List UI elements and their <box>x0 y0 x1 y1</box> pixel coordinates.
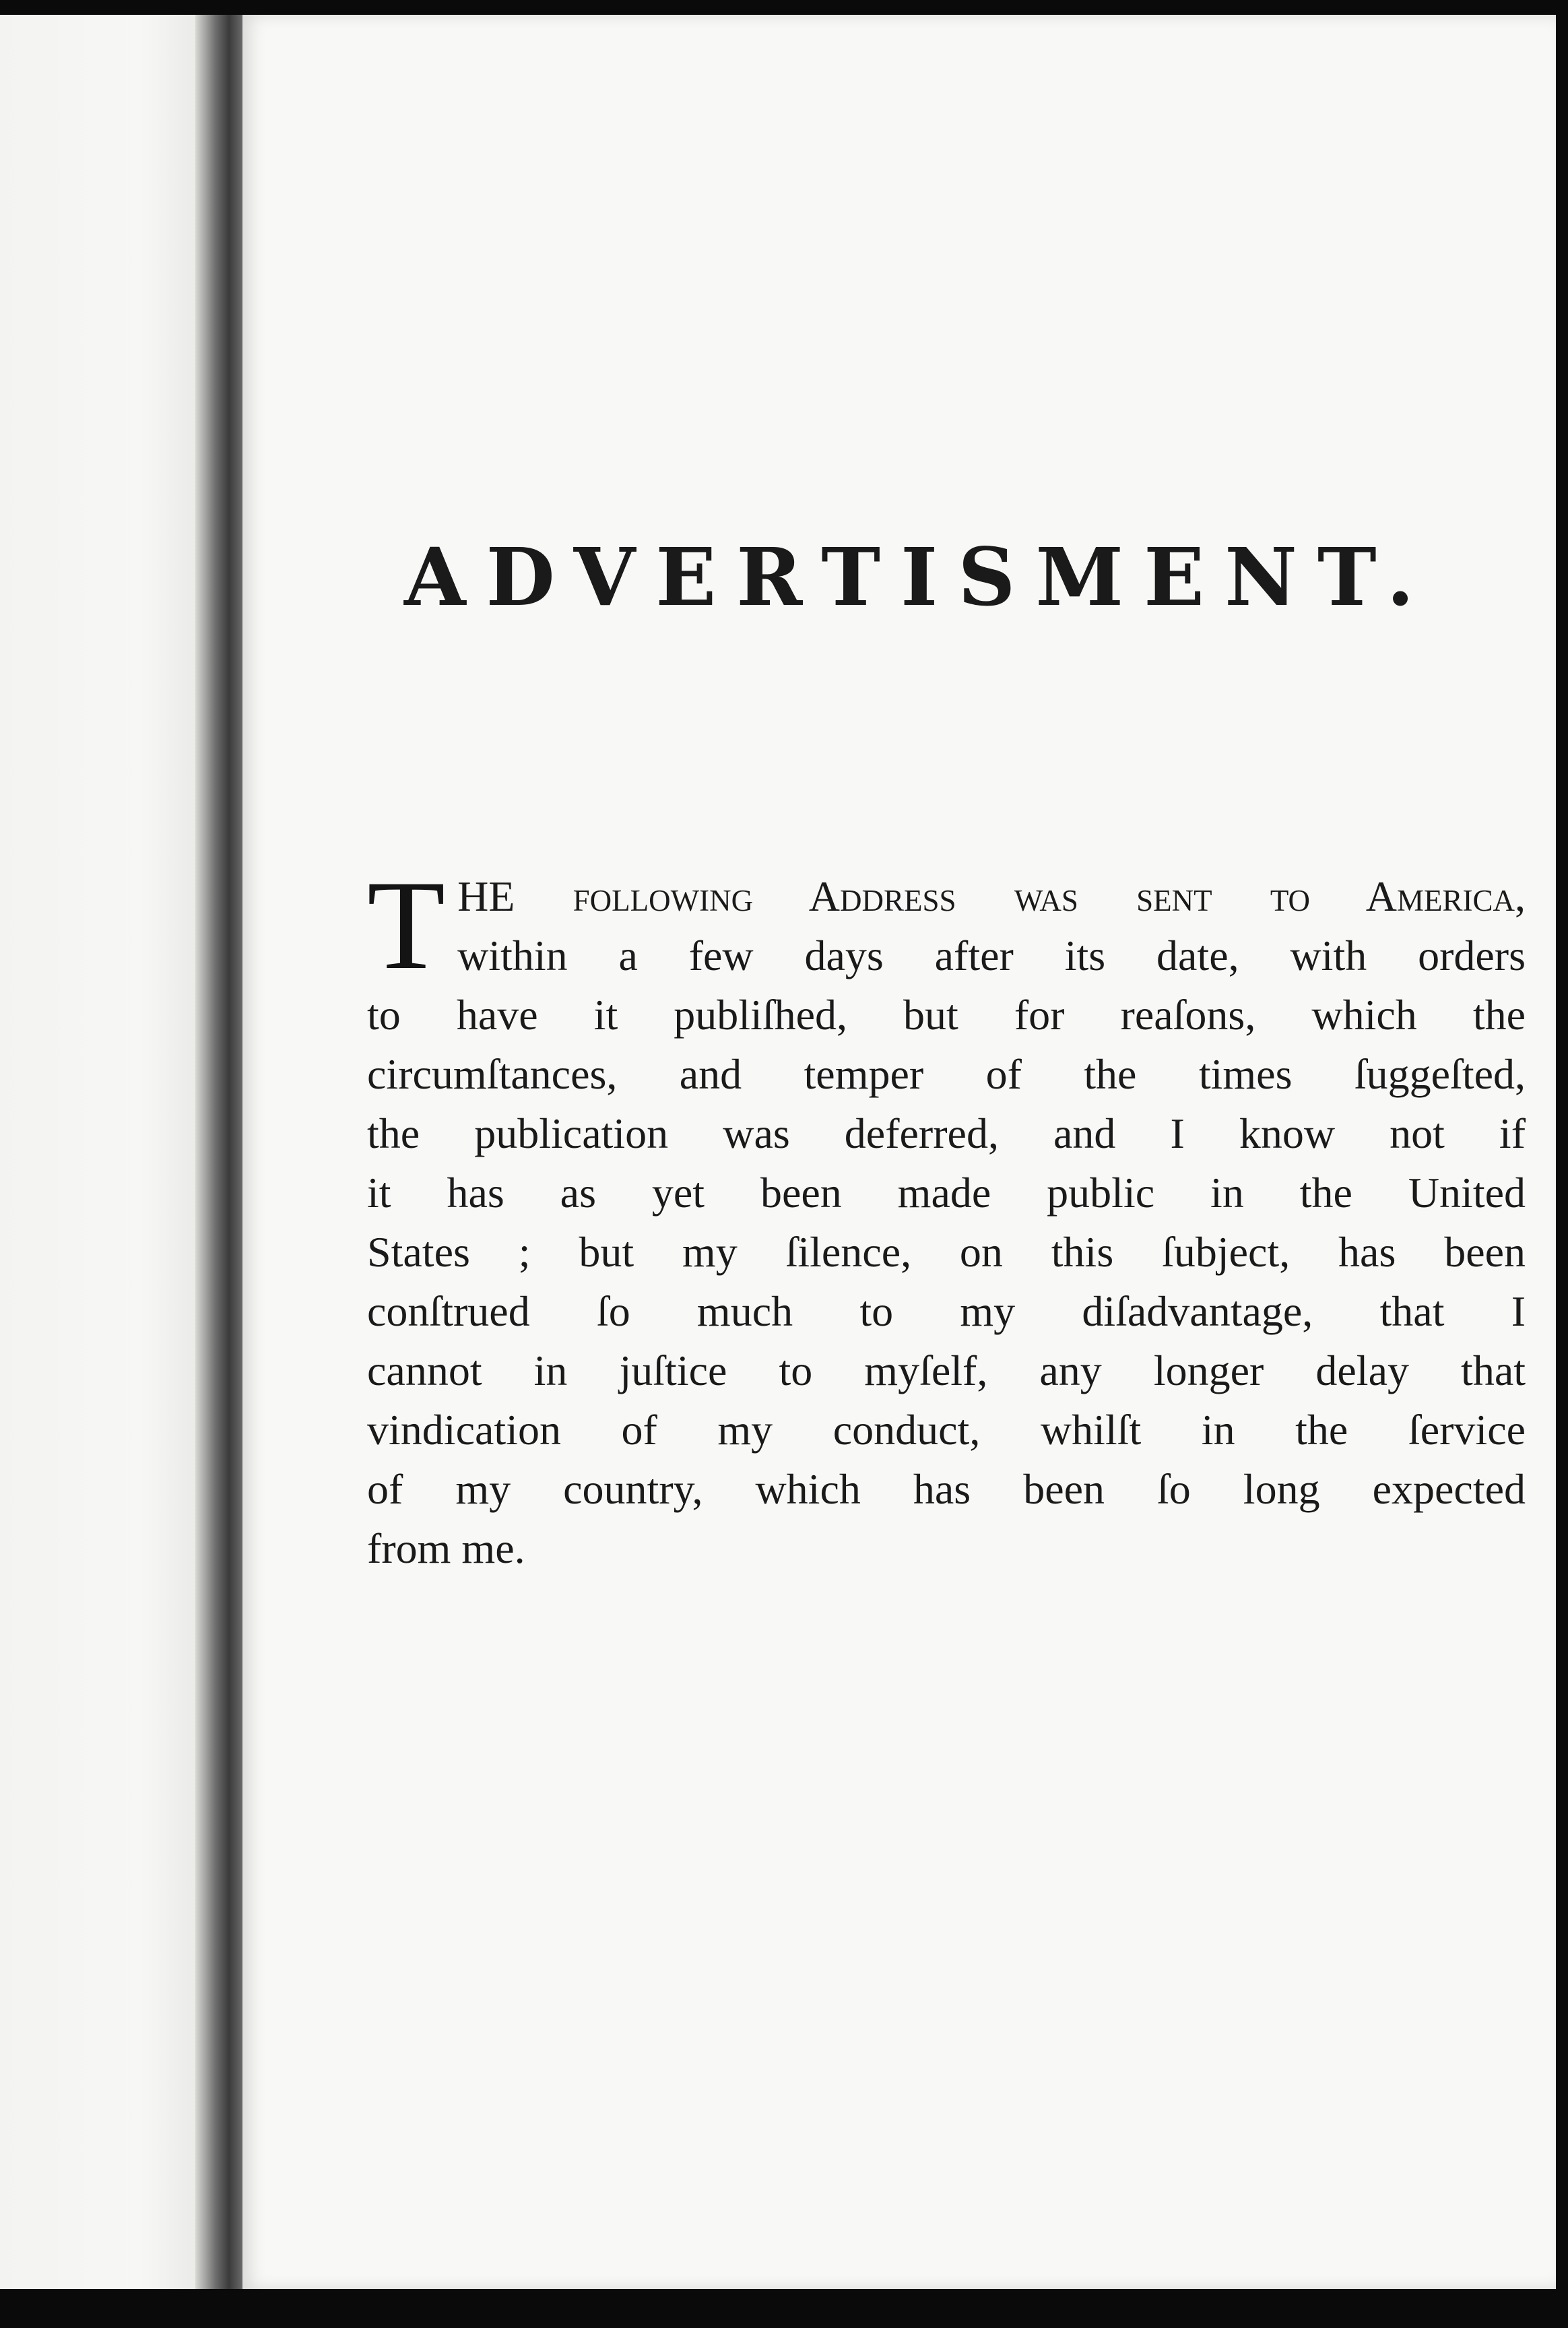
drop-cap: T <box>367 855 446 996</box>
right-page <box>242 15 1556 2289</box>
body-line-3: to have it publiſhed, but for reaſons, which the <box>367 991 1526 1039</box>
advertisement-body <box>367 855 1526 1578</box>
left-facing-page <box>0 15 202 2289</box>
body-line-1: HE following Addreſs was ſent to America, <box>457 872 1526 920</box>
page-title: ADVERTISMENT. <box>404 530 1435 624</box>
body-line-5: the publication was deferred, and I know not if <box>367 1109 1526 1157</box>
body-line-11: of my country, which has been ſo long expected <box>367 1465 1526 1513</box>
body-line-9: cannot in juſtice to myſelf, any longer delay that <box>367 1347 1526 1394</box>
body-line-6: it has as yet been made public in the United <box>367 1169 1526 1217</box>
body-line-4: circumſtances, and temper of the times ſuggeſted, <box>367 1050 1526 1098</box>
body-line-12: from me. <box>367 1524 525 1572</box>
body-line-8: conſtrued ſo much to my diſadvantage, that I <box>367 1287 1526 1335</box>
body-line-2: within a few days after its date, with orders <box>457 932 1526 979</box>
body-line-10: vindication of my conduct, whilſt in the ſervice <box>367 1406 1526 1454</box>
body-line-7: States ; but my ſilence, on this ſubject, has been <box>367 1228 1526 1276</box>
